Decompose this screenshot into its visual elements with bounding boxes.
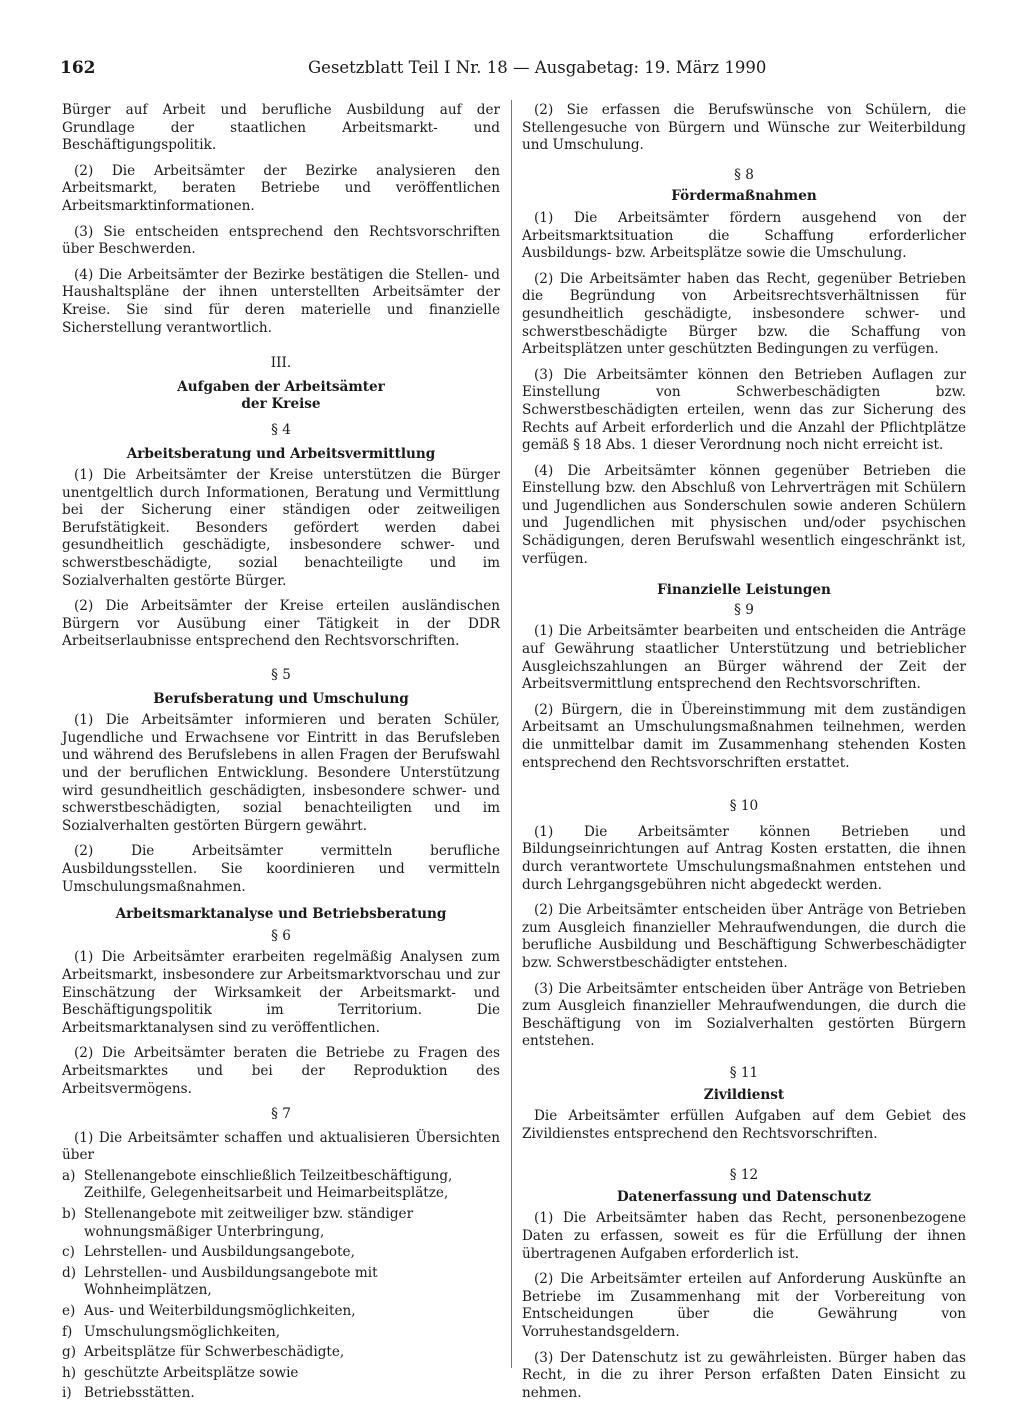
paragraph-title: Fördermaßnahmen [671, 188, 817, 205]
list-item [62, 1324, 500, 1342]
paragraph: (1) Die Arbeitsämter haben das Recht, personenbezogene Daten zu erfassen, soweit es für die Erfüllung der ihnen übertragenen Aufgaben erforderlich ist. [522, 1210, 966, 1262]
paragraph: (2) Die Arbeitsämter der Bezirke analysieren den Arbeitsmarkt, beraten Betriebe und veröffentlichen Arbeitsmarktinformationen. [62, 162, 500, 214]
list-item [62, 1303, 500, 1321]
page-number: 162 [60, 58, 96, 78]
list-item-label: f) [62, 1323, 73, 1340]
paragraph: (2) Die Arbeitsämter vermitteln berufliche Ausbildungsstellen. Sie koordinieren und vermitteln Umschulungsmaßnahmen. [62, 843, 500, 895]
column-divider [511, 100, 512, 1368]
list-item [62, 1206, 500, 1241]
left-column [62, 102, 500, 1406]
paragraph: (2) Die Arbeitsämter haben das Recht, gegenüber Betrieben die Begründung von Arbeitsrechtsverhältnissen für gesundheitlich geschädigte, insbesondere schwer- und schwerstbeschädigte Bürger bzw. die Schaffung von Arbeitsplätzen unter geschützten Bedingungen zu verfügen. [522, 270, 966, 358]
list-item-label: c) [62, 1244, 75, 1261]
list-item [62, 1344, 500, 1362]
paragraph-title: Zivildienst [703, 1086, 785, 1103]
paragraph: (2) Bürgern, die in Übereinstimmung mit dem zuständigen Arbeitsamt an Umschulungsmaßnahmen teilnehmen, werden die unmittelbar damit im Zusammenhang stehenden Kosten entsprechend den Rechtsvorschriften erstattet. [522, 701, 966, 771]
paragraph-title: Datenerfassung und Datenschutz [616, 1188, 872, 1205]
paragraph-number: § 12 [729, 1167, 759, 1184]
list-item-label: i) [62, 1385, 72, 1402]
paragraph-number: § 10 [729, 798, 759, 815]
paragraph-number: § 4 [271, 421, 291, 438]
paragraph-title: Arbeitsberatung und Arbeitsvermittlung [126, 445, 436, 462]
list-item-text: Lehrstellen- und Ausbildungsangebote mit Wohnheimplätzen, [84, 1264, 378, 1299]
paragraph: (2) Die Arbeitsämter entscheiden über Anträge von Betrieben zum Ausgleich finanzieller Mehraufwendungen, die durch die berufliche Ausbildung und Beschäftigung Schwerbeschädigter bzw. Schwerstbeschädigter entstehen. [522, 902, 966, 971]
section-title: Aufgaben der Arbeitsämter [177, 378, 385, 395]
paragraph: (2) Die Arbeitsämter beraten die Betriebe zu Fragen des Arbeitsmarktes und bei der Reproduktion des Arbeitsvermögens. [62, 1045, 500, 1097]
paragraph: (1) Die Arbeitsämter schaffen und aktualisieren Übersichten über [62, 1129, 500, 1164]
paragraph-title: Arbeitsmarktanalyse und Betriebsberatung [115, 906, 447, 923]
list-item-text: Stellenangebote einschließlich Teilzeitbeschäftigung, Zeithilfe, Gelegenheitsarbeit und Heimarbeitsplätze, [84, 1167, 453, 1202]
paragraph: (1) Die Arbeitsämter informieren und beraten Schüler, Jugendliche und Erwachsene vor Eintritt in das Berufsleben und während des Berufslebens in allen Fragen der Berufswahl und der beruflichen Entwicklung. Besondere Unterstützung wird gesundheitlich geschädigten, insbesondere schwer- und schwerstbeschädigten, sozial benachteiligten und im Sozialverhalten gestörten Bürgern gewährt. [62, 712, 500, 834]
paragraph: Die Arbeitsämter erfüllen Aufgaben auf dem Gebiet des Zivildienstes entsprechend den Rechtsvorschriften. [522, 1108, 966, 1142]
section-title: der Kreise [241, 396, 321, 413]
paragraph-title: Finanzielle Leistungen [657, 582, 831, 599]
paragraph: (4) Die Arbeitsämter der Bezirke bestätigen die Stellen- und Haushaltspläne der ihnen unterstellten Arbeitsämter der Kreise. Sie sind für deren materielle und finanzielle Sicherstellung verantwortlich. [62, 266, 500, 336]
paragraph: (2) Die Arbeitsämter erteilen auf Anforderung Auskünfte an Betriebe im Zusammenhang mit der Vorbereitung von Entscheidungen über die Gewährung von Vorruhestandsgeldern. [522, 1271, 966, 1341]
paragraph: (3) Sie entscheiden entsprechend den Rechtsvorschriften über Beschwerden. [62, 223, 500, 258]
list-item-label: g) [62, 1344, 77, 1361]
paragraph: (1) Die Arbeitsämter fördern ausgehend von der Arbeitsmarktsituation die Schaffung erforderlicher Ausbildungs- bzw. Arbeitsplätze sowie die Umschulung. [522, 209, 966, 262]
list-item-label: b) [62, 1206, 77, 1223]
list-item-label: a) [62, 1167, 76, 1184]
list-item-text: Aus- und Weiterbildungsmöglichkeiten, [84, 1303, 356, 1320]
list-item [62, 1244, 500, 1262]
paragraph: Bürger auf Arbeit und berufliche Ausbildung auf der Grundlage der staatlichen Arbeitsmarkt- und Beschäftigungspolitik. [62, 102, 500, 154]
list-item-text: Umschulungsmöglichkeiten, [84, 1323, 281, 1340]
paragraph: (2) Sie erfassen die Berufswünsche von Schülern, die Stellengesuche von Bürgern und Wünsche zur Weiterbildung und Umschulung. [522, 102, 966, 154]
paragraph-number: § 5 [271, 667, 291, 684]
list-item-text: Betriebsstätten. [84, 1385, 195, 1402]
paragraph: (1) Die Arbeitsämter bearbeiten und entscheiden die Anträge auf Gewährung staatlicher Unterstützung und betrieblicher Ausgleichszahlungen an Bürger während der Zeit der Arbeitsvermittlung entsprechend den Rechtsvorschriften. [522, 623, 966, 693]
paragraph-number: § 9 [734, 601, 754, 618]
list-item-text: Lehrstellen- und Ausbildungsangebote, [84, 1244, 355, 1261]
paragraph: (1) Die Arbeitsämter können Betrieben und Bildungseinrichtungen auf Antrag Kosten erstatten, die ihnen durch verantwortete Umschulungsmaßnahmen entstehen und durch Lehrgangsgebühren nicht abgedeckt werden. [522, 823, 966, 893]
paragraph-title: Berufsberatung und Umschulung [153, 690, 409, 707]
list-item [62, 1265, 500, 1300]
right-column [522, 102, 966, 1410]
list-item [62, 1168, 500, 1203]
gazette-header-title: Gesetzblatt Teil I Nr. 18 — Ausgabetag: 19. März 1990 [308, 58, 767, 77]
paragraph-number: § 7 [271, 1106, 291, 1123]
list-item-label: e) [62, 1303, 76, 1320]
paragraph: (4) Die Arbeitsämter können gegenüber Betrieben die Einstellung bzw. den Abschluß von Lehrverträgen mit Schülern und Jugendlichen aus Sonderschulen sowie anderen Schülern und Jugendlichen mit physischen und/oder psychischen Schädigungen, deren Berufswahl wesentlich eingeschränkt ist, verfügen. [522, 462, 966, 567]
paragraph: (1) Die Arbeitsämter erarbeiten regelmäßig Analysen zum Arbeitsmarkt, insbesondere zur Arbeitsmarktvorschau und zur Einschätzung der Wirksamkeit der Arbeitsmarkt- und Beschäftigungspolitik im Territorium. Die Arbeitsmarktanalysen sind zu veröffentlichen. [62, 949, 500, 1036]
section-number: III. [270, 355, 292, 372]
paragraph: (2) Die Arbeitsämter der Kreise erteilen ausländischen Bürgern vor Ausübung einer Tätigkeit in der DDR Arbeitserlaubnisse entsprechend den Rechtsvorschriften. [62, 598, 500, 650]
paragraph-number: § 8 [734, 166, 754, 183]
paragraph: (1) Die Arbeitsämter der Kreise unterstützen die Bürger unentgeltlich durch Informationen, Beratung und Vermittlung bei der Sicherung einer ständigen oder zeitweiligen Berufstätigkeit. Besonders gefördert werden dabei gesundheitlich geschädigte, insbesondere schwer- und schwerstbeschädigte, sozial benachteiligte und im Sozialverhalten gestörte Bürger. [62, 467, 500, 589]
list-item-text: geschützte Arbeitsplätze sowie [84, 1364, 299, 1381]
list-item [62, 1385, 500, 1403]
list-item-text: Arbeitsplätze für Schwerbeschädigte, [84, 1344, 345, 1361]
page-header [60, 58, 970, 88]
paragraph: (3) Die Arbeitsämter können den Betrieben Auflagen zur Einstellung von Schwerbeschädigten bzw. Schwerstbeschädigten erteilen, wenn das zur Sicherung des Rechts auf Arbeit erforderlich und die Anzahl der Pflichtplätze gemäß § 18 Abs. 1 dieser Verordnung noch nicht erreicht ist. [522, 366, 966, 454]
paragraph-number: § 11 [729, 1064, 759, 1081]
list-item-text: Stellenangebote mit zeitweiliger bzw. ständiger wohnungsmäßiger Unterbringung, [84, 1206, 414, 1240]
list-item-label: h) [62, 1364, 77, 1381]
paragraph: (3) Der Datenschutz ist zu gewährleisten. Bürger haben das Recht, in die zu ihrer Person erfaßten Daten Einsicht zu nehmen. [522, 1349, 966, 1401]
enumerated-list [62, 1168, 500, 1403]
paragraph-number: § 6 [271, 927, 291, 944]
list-item-label: d) [62, 1264, 77, 1281]
paragraph: (3) Die Arbeitsämter entscheiden über Anträge von Betrieben zum Ausgleich finanzieller Mehraufwendungen, die durch die Beschäftigung von im Sozialverhalten gestörten Bürgern entstehen. [522, 980, 966, 1050]
list-item [62, 1365, 500, 1383]
